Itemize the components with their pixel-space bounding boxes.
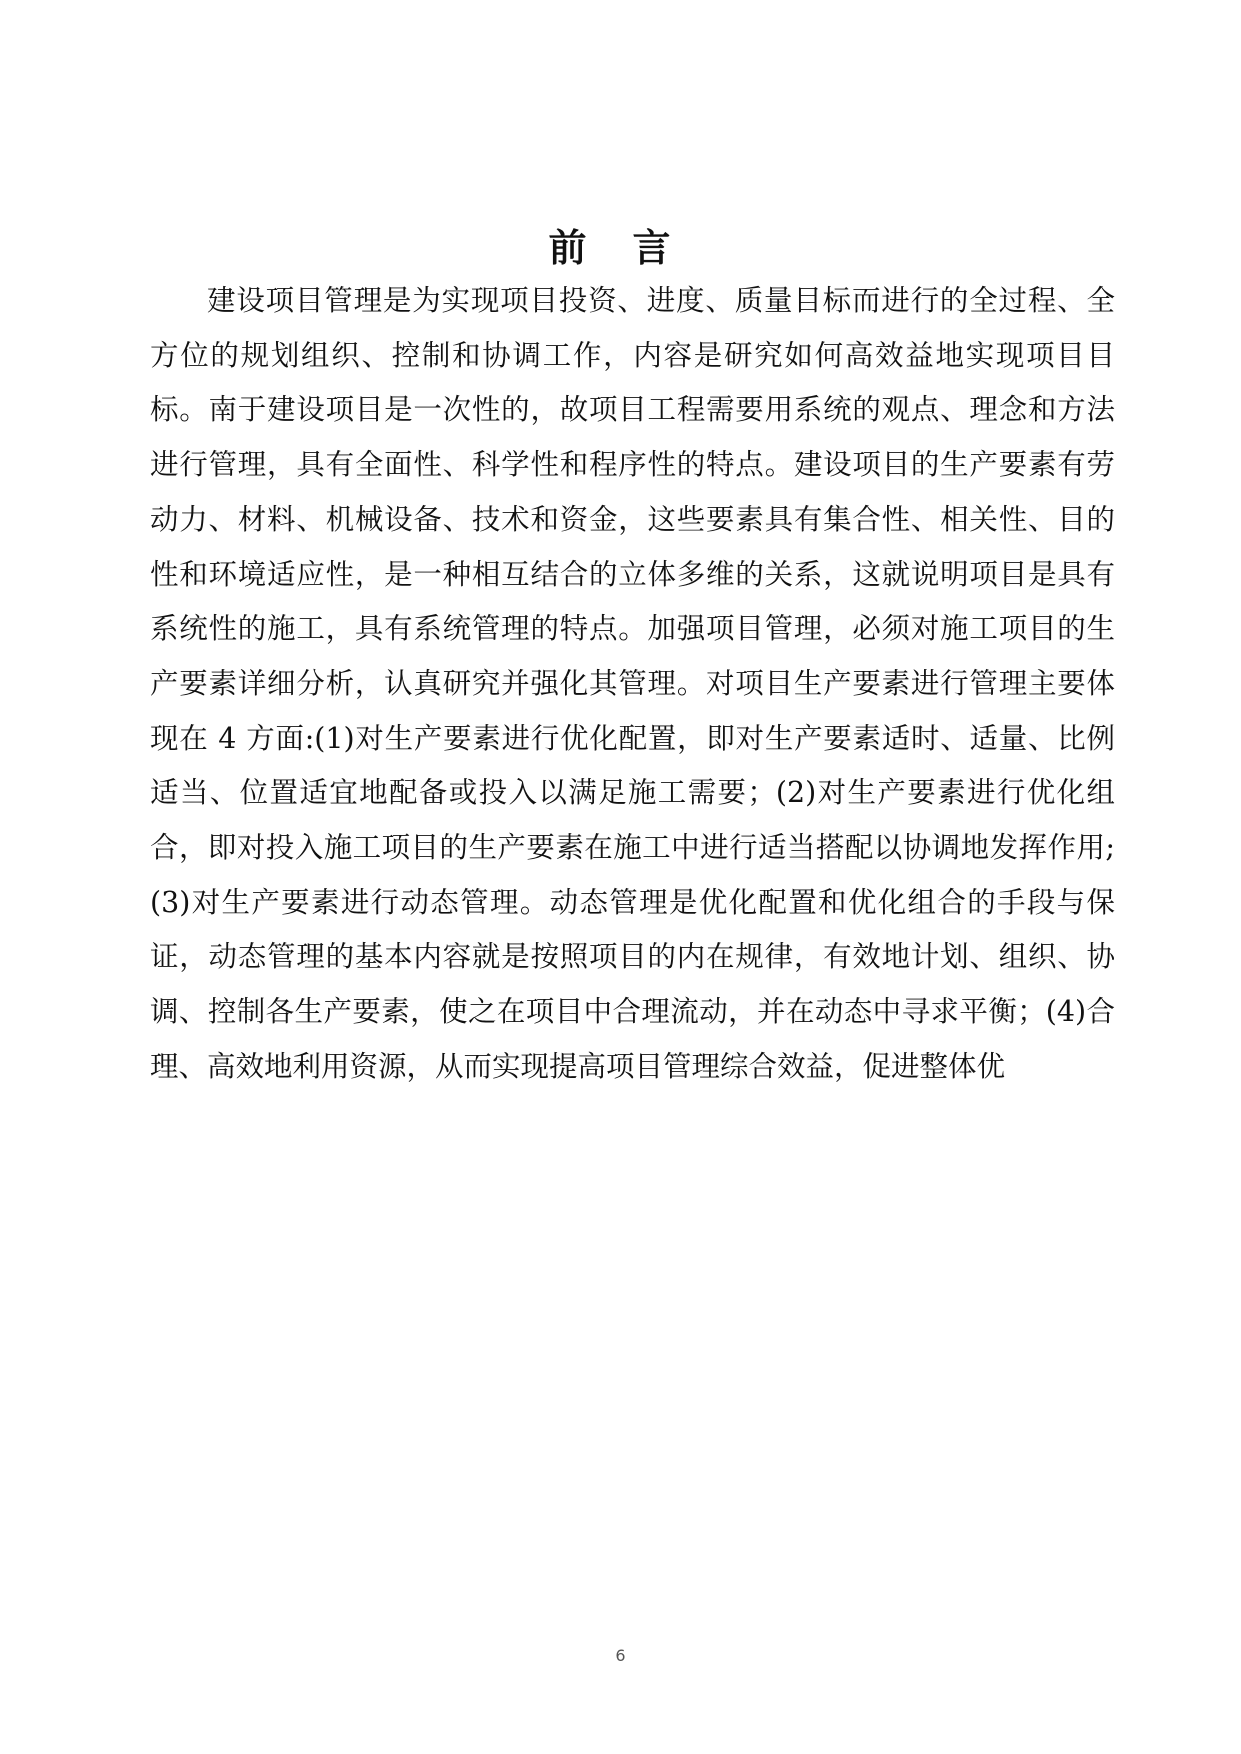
body-paragraph: 建设项目管理是为实现项目投资、进度、质量目标而进行的全过程、全方位的规划组织、控制和协调工作，内容是研究如何高效益地实现项目目标。南于建设项目是一次性的，故项目工程需要用系统的观点、理念和方法进行管理，具有全面性、科学性和程序性的特点。建设项目的生产要素有劳动力、材料、机械设备、技术和资金，这些要素具有集合性、相关性、目的性和环境适应性，是一种相互结合的立体多维的关系，这就说明项目是具有系统性的施工，具有系统管理的特点。加强项目管理，必须对施工项目的生产要素详细分析，认真研究并强化其管理。对项目生产要素进行管理主要体现在 4 方面:(1)对生产要素进行优化配置，即对生产要素适时、适量、比例适当、位置适宜地配备或投入以满足施工需要；(2)对生产要素进行优化组合，即对投入施工项目的生产要素在施工中进行适当搭配以协调地发挥作用;(3)对生产要素进行动态管理。动态管理是优化配置和优化组合的手段与保证，动态管理的基本内容就是按照项目的内在规律，有效地计划、组织、协调、控制各生产要素，使之在项目中合理流动，并在动态中寻求平衡；(4)合理、高效地利用资源，从而实现提高项目管理综合效益，促进整体优: [150, 284, 1115, 1083]
page-number: 6: [615, 1646, 626, 1665]
page-title: 前言: [548, 226, 717, 270]
